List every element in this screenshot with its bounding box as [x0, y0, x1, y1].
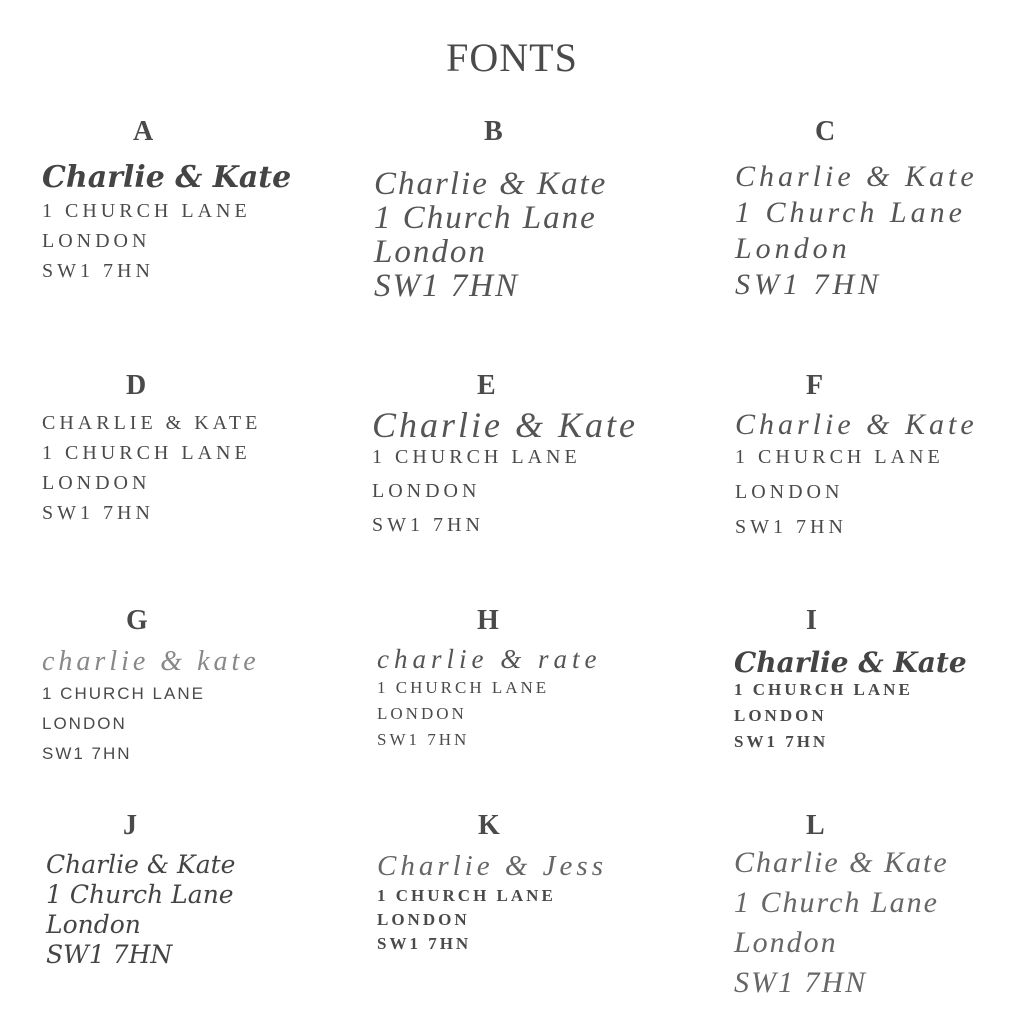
- font-letter-e: E: [477, 370, 496, 401]
- font-letter-d: D: [126, 370, 147, 401]
- font-letter-f: F: [806, 370, 824, 401]
- sample-name-line: Charlie & Kate: [734, 646, 967, 679]
- font-sample-i: [734, 646, 967, 758]
- sample-address-line: 1 Church Lane: [374, 200, 597, 236]
- sample-city-line: London: [735, 232, 851, 265]
- font-sample-l: [734, 846, 949, 1006]
- sample-city-line: LONDON: [42, 230, 151, 252]
- sample-name-line: Charlie & Kate: [735, 160, 978, 193]
- font-letter-l: L: [806, 810, 825, 841]
- sample-postcode-line: SW1 7HN: [735, 516, 847, 538]
- page-title: FONTS: [446, 35, 578, 80]
- sample-city-line: LONDON: [377, 910, 470, 929]
- font-letter-c: C: [815, 116, 836, 147]
- sample-postcode-line: SW1 7HN: [372, 514, 484, 536]
- sample-name-line: Charlie & Kate: [734, 846, 949, 879]
- sample-name-line: Charlie & Kate: [372, 405, 638, 445]
- sample-postcode-line: SW1 7HN: [735, 268, 883, 301]
- sample-address-line: 1 Church Lane: [734, 886, 939, 919]
- sample-name-line: Charlie & Kate: [735, 408, 978, 441]
- font-letter-b: B: [484, 116, 503, 147]
- sample-postcode-line: SW1 7HN: [377, 730, 470, 749]
- font-sample-f: [735, 408, 978, 551]
- font-sample-e: [372, 404, 638, 548]
- font-letter-h: H: [477, 605, 499, 636]
- sample-city-line: LONDON: [734, 706, 827, 725]
- sample-name-line: Charlie & Kate: [42, 160, 292, 195]
- sample-address-line: 1 Church Lane: [46, 880, 234, 909]
- font-sample-g: [42, 646, 260, 774]
- font-sample-j: [46, 850, 235, 970]
- sample-city-line: LONDON: [372, 480, 481, 502]
- sample-postcode-line: SW1 7HN: [734, 966, 868, 999]
- sample-city-line: LONDON: [735, 481, 844, 503]
- font-letter-j: J: [123, 810, 137, 841]
- sample-name-line: charlie & kate: [42, 646, 260, 677]
- font-letter-a: A: [133, 116, 154, 147]
- font-letter-g: G: [126, 605, 148, 636]
- font-letter-k: K: [478, 810, 500, 841]
- sample-address-line: 1 CHURCH LANE: [735, 446, 944, 468]
- sample-address-line: 1 CHURCH LANE: [372, 446, 581, 468]
- sample-postcode-line: SW1 7HN: [377, 934, 472, 953]
- font-letter-i: I: [806, 605, 817, 636]
- font-sample-c: [735, 160, 978, 304]
- sample-postcode-line: SW1 7HN: [374, 268, 520, 304]
- sample-postcode-line: SW1 7HN: [734, 732, 829, 751]
- sample-name-line: Charlie & Kate: [46, 850, 236, 879]
- sample-address-line: 1 CHURCH LANE: [734, 680, 913, 699]
- font-sample-a: [42, 160, 291, 290]
- sample-address-line: 1 CHURCH LANE: [42, 442, 251, 464]
- font-sample-k: [377, 850, 607, 958]
- sample-city-line: London: [46, 910, 141, 939]
- sample-city-line: London: [374, 234, 487, 270]
- sample-name-line: CHARLIE & KATE: [42, 412, 262, 434]
- sample-name-line: Charlie & Kate: [374, 166, 608, 202]
- sample-postcode-line: SW1 7HN: [42, 260, 154, 282]
- sample-name-line: charlie & rate: [377, 644, 602, 674]
- sample-address-line: 1 CHURCH LANE: [42, 200, 251, 222]
- sample-city-line: LONDON: [377, 704, 467, 723]
- sample-city-line: LONDON: [42, 714, 127, 733]
- font-sample-d: [42, 412, 261, 532]
- font-sample-b: [374, 166, 607, 302]
- sample-city-line: London: [734, 926, 838, 959]
- sample-postcode-line: SW1 7HN: [46, 940, 173, 969]
- sample-city-line: LONDON: [42, 472, 151, 494]
- sample-address-line: 1 CHURCH LANE: [377, 678, 550, 697]
- sample-name-line: Charlie & Jess: [377, 850, 607, 882]
- sample-address-line: 1 Church Lane: [735, 196, 966, 229]
- sample-address-line: 1 CHURCH LANE: [42, 684, 205, 703]
- sample-postcode-line: SW1 7HN: [42, 744, 132, 763]
- sample-postcode-line: SW1 7HN: [42, 502, 154, 524]
- font-sample-h: [377, 644, 601, 756]
- sample-address-line: 1 CHURCH LANE: [377, 886, 556, 905]
